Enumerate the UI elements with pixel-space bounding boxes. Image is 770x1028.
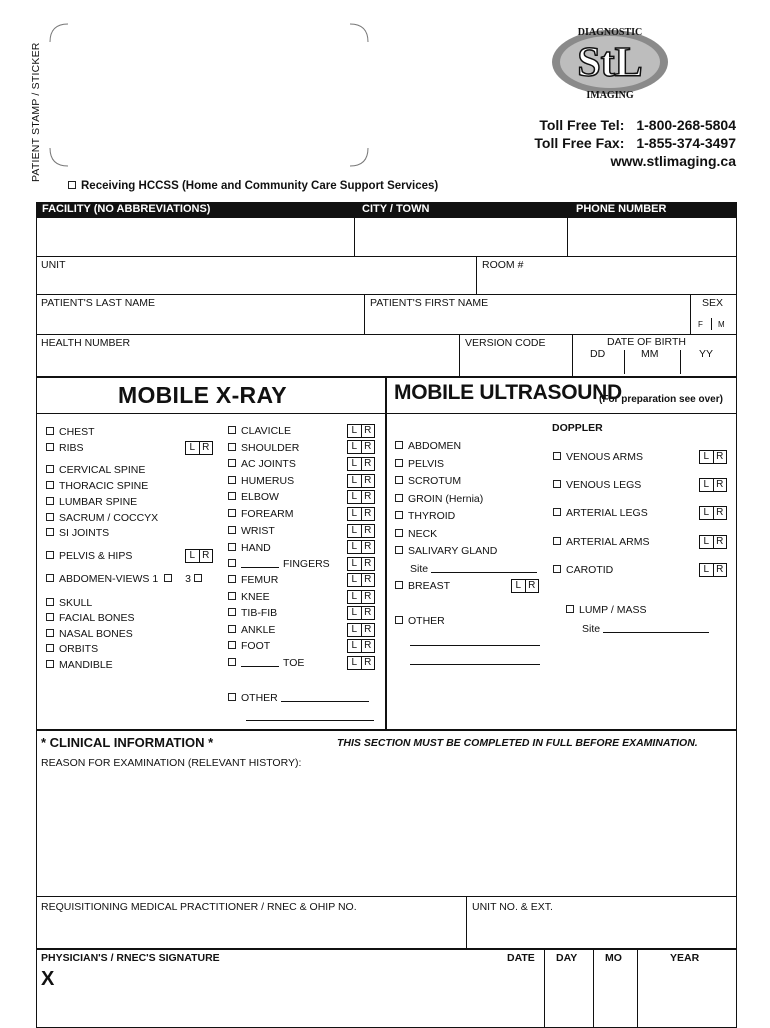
- xray-humerus-option[interactable]: HUMERUS: [228, 475, 294, 487]
- unit-label: UNIT: [41, 259, 66, 271]
- last-name-label: PATIENT'S LAST NAME: [41, 297, 156, 309]
- xray-femur-option[interactable]: FEMUR: [228, 574, 278, 586]
- us-salivary-gland-option[interactable]: SALIVARY GLAND: [395, 545, 497, 557]
- contact-info: [490, 116, 736, 170]
- hccss-option[interactable]: [68, 180, 438, 192]
- doppler-venous-legs-option[interactable]: VENOUS LEGS: [553, 479, 641, 491]
- first-name-input[interactable]: [365, 310, 689, 334]
- year-input[interactable]: [638, 966, 736, 1024]
- forearm-lr-selector[interactable]: L R: [347, 507, 375, 521]
- dob-label: DATE OF BIRTH: [607, 336, 686, 348]
- logo-top-text: DIAGNOSTIC: [577, 27, 643, 38]
- version-code-input[interactable]: [460, 350, 571, 376]
- clinical-info-heading: * CLINICAL INFORMATION *: [41, 735, 214, 750]
- patient-sticker-corners: [46, 22, 372, 168]
- toe-lr-selector[interactable]: L R: [347, 656, 375, 670]
- humerus-lr-selector[interactable]: L R: [347, 474, 375, 488]
- doppler-carotid-option[interactable]: CAROTID: [553, 564, 613, 576]
- doppler-arterial-legs-option[interactable]: ARTERIAL LEGS: [553, 507, 648, 519]
- signature-input[interactable]: [62, 968, 542, 1024]
- us-thyroid-option[interactable]: THYROID: [395, 510, 455, 522]
- xray-skull-option[interactable]: SKULL: [46, 597, 92, 609]
- ultrasound-subtitle: (For preparation see over): [599, 394, 723, 405]
- dob-mm-label: MM: [641, 348, 659, 360]
- xray-tib-fib-option[interactable]: TIB-FIB: [228, 607, 277, 619]
- hand-lr-selector[interactable]: L R: [347, 540, 375, 554]
- pelvis-lr-selector[interactable]: L R: [185, 549, 213, 563]
- clavicle-lr-selector[interactable]: L R: [347, 424, 375, 438]
- date-label: DATE: [507, 952, 535, 964]
- xray-foot-option[interactable]: FOOT: [228, 640, 270, 652]
- doppler-heading: DOPPLER: [552, 422, 603, 434]
- arterial-arms-lr-selector[interactable]: L R: [699, 535, 727, 549]
- xray-ribs-option[interactable]: RIBS: [46, 442, 84, 454]
- tel-value: 1-800-268-5804: [636, 117, 736, 133]
- reason-label: REASON FOR EXAMINATION (RELEVANT HISTORY):: [41, 757, 302, 769]
- carotid-lr-selector[interactable]: L R: [699, 563, 727, 577]
- logo-letters: StL: [577, 40, 643, 86]
- mobile-xray-title: MOBILE X-RAY: [118, 382, 287, 408]
- hccss-label: Receiving HCCSS (Home and Community Care Support Services): [81, 180, 439, 192]
- logo-bottom-text: IMAGING: [586, 90, 634, 100]
- xray-ankle-option[interactable]: ANKLE: [228, 624, 275, 636]
- lump-site-field[interactable]: Site: [582, 623, 709, 635]
- us-other-option[interactable]: OTHER: [395, 615, 445, 627]
- us-scrotum-option[interactable]: SCROTUM: [395, 475, 461, 487]
- doppler-arterial-arms-option[interactable]: ARTERIAL ARMS: [553, 536, 649, 548]
- city-header: CITY / TOWN: [362, 203, 430, 215]
- xray-pelvis-hips-option[interactable]: PELVIS & HIPS: [46, 550, 132, 562]
- facility-input[interactable]: [37, 218, 353, 256]
- breast-lr-selector[interactable]: L R: [511, 579, 539, 593]
- ribs-lr-selector[interactable]: L R: [185, 441, 213, 455]
- xray-thoracic-spine-option[interactable]: THORACIC SPINE: [46, 480, 148, 492]
- us-pelvis-option[interactable]: PELVIS: [395, 458, 444, 470]
- phone-input[interactable]: [568, 218, 736, 256]
- city-input[interactable]: [355, 218, 566, 256]
- xray-forearm-option[interactable]: FOREARM: [228, 508, 294, 520]
- xray-chest-option[interactable]: CHEST: [46, 426, 95, 438]
- patient-sticker-label: PATIENT STAMP / STICKER: [30, 42, 42, 182]
- unit-input[interactable]: [37, 270, 475, 294]
- xray-other-option[interactable]: OTHER: [228, 692, 369, 704]
- day-label: DAY: [556, 952, 578, 964]
- ankle-lr-selector[interactable]: L R: [347, 623, 375, 637]
- knee-lr-selector[interactable]: L R: [347, 590, 375, 604]
- xray-facial-bones-option[interactable]: FACIAL BONES: [46, 612, 134, 624]
- dob-dd-label: DD: [590, 348, 606, 360]
- xray-elbow-option[interactable]: ELBOW: [228, 491, 279, 503]
- xray-ac-joints-option[interactable]: AC JOINTS: [228, 458, 296, 470]
- room-label: ROOM #: [482, 259, 524, 271]
- us-groin-option[interactable]: GROIN (Hernia): [395, 493, 483, 505]
- stl-logo-icon: [540, 20, 680, 100]
- xray-wrist-option[interactable]: WRIST: [228, 525, 275, 537]
- doppler-venous-arms-option[interactable]: VENOUS ARMS: [553, 451, 643, 463]
- femur-lr-selector[interactable]: L R: [347, 573, 375, 587]
- xray-hand-option[interactable]: HAND: [228, 542, 271, 554]
- xray-toe-option[interactable]: TOE: [228, 657, 304, 669]
- signature-x-mark: X: [41, 968, 55, 990]
- xray-nasal-bones-option[interactable]: NASAL BONES: [46, 628, 133, 640]
- xray-si-joints-option[interactable]: SI JOINTS: [46, 527, 109, 539]
- venous-legs-lr-selector[interactable]: L R: [699, 478, 727, 492]
- first-name-label: PATIENT'S FIRST NAME: [370, 297, 489, 309]
- room-input[interactable]: [477, 270, 736, 294]
- signature-label: PHYSICIAN'S / RNEC'S SIGNATURE: [41, 952, 220, 964]
- tib-fib-lr-selector[interactable]: L R: [347, 606, 375, 620]
- lump-mass-option[interactable]: LUMP / MASS: [566, 604, 647, 616]
- xray-clavicle-option[interactable]: CLAVICLE: [228, 425, 291, 437]
- xray-knee-option[interactable]: KNEE: [228, 591, 270, 603]
- xray-fingers-option[interactable]: FINGERS: [228, 558, 330, 570]
- sex-f-option[interactable]: F: [698, 320, 703, 329]
- foot-lr-selector[interactable]: L R: [347, 639, 375, 653]
- xray-orbits-option[interactable]: ORBITS: [46, 643, 98, 655]
- fingers-lr-selector[interactable]: L R: [347, 557, 375, 571]
- sex-m-option[interactable]: M: [718, 320, 725, 329]
- day-input[interactable]: [545, 966, 592, 1024]
- mo-label: MO: [605, 952, 622, 964]
- xray-lumbar-spine-option[interactable]: LUMBAR SPINE: [46, 496, 137, 508]
- mobile-ultrasound-title: MOBILE ULTRASOUND: [394, 381, 622, 404]
- last-name-input[interactable]: [37, 310, 363, 334]
- website-link[interactable]: www.stlimaging.ca: [610, 153, 736, 169]
- version-code-label: VERSION CODE: [465, 337, 546, 349]
- xray-abdomen-views-option[interactable]: ABDOMEN-VIEWS 1 3: [46, 573, 207, 585]
- reason-input[interactable]: [37, 770, 736, 896]
- dob-yy-label: YY: [699, 348, 714, 360]
- arterial-legs-lr-selector[interactable]: L R: [699, 506, 727, 520]
- facility-header: FACILITY (NO ABBREVIATIONS): [42, 203, 211, 215]
- unit-ext-input[interactable]: [467, 914, 736, 948]
- venous-arms-lr-selector[interactable]: L R: [699, 450, 727, 464]
- mo-input[interactable]: [594, 966, 636, 1024]
- wrist-lr-selector[interactable]: L R: [347, 524, 375, 538]
- us-neck-option[interactable]: NECK: [395, 528, 437, 540]
- fax-value: 1-855-374-3497: [636, 135, 736, 151]
- xray-shoulder-option[interactable]: SHOULDER: [228, 442, 299, 454]
- us-breast-option[interactable]: BREAST: [395, 580, 450, 592]
- shoulder-lr-selector[interactable]: L R: [347, 440, 375, 454]
- xray-mandible-option[interactable]: MANDIBLE: [46, 659, 113, 671]
- practitioner-input[interactable]: [37, 914, 465, 948]
- ac-joints-lr-selector[interactable]: L R: [347, 457, 375, 471]
- tel-label: Toll Free Tel:: [539, 117, 625, 133]
- health-number-input[interactable]: [37, 350, 458, 376]
- year-label: YEAR: [670, 952, 700, 964]
- sex-label: SEX: [702, 297, 724, 309]
- us-abdomen-option[interactable]: ABDOMEN: [395, 440, 461, 452]
- health-number-label: HEALTH NUMBER: [41, 337, 131, 349]
- elbow-lr-selector[interactable]: L R: [347, 490, 375, 504]
- phone-header: PHONE NUMBER: [576, 203, 667, 215]
- xray-sacrum-option[interactable]: SACRUM / COCCYX: [46, 512, 158, 524]
- fax-label: Toll Free Fax:: [534, 135, 625, 151]
- unit-ext-label: UNIT NO. & EXT.: [472, 901, 553, 913]
- xray-cervical-spine-option[interactable]: CERVICAL SPINE: [46, 464, 145, 476]
- clinical-required-note: THIS SECTION MUST BE COMPLETED IN FULL BEFORE EXAMINATION.: [337, 737, 698, 749]
- hccss-checkbox[interactable]: [68, 181, 76, 189]
- dob-input[interactable]: [573, 360, 736, 376]
- us-salivary-site-field[interactable]: Site: [410, 563, 537, 575]
- practitioner-label: REQUISITIONING MEDICAL PRACTITIONER / RNEC & OHIP NO.: [41, 901, 357, 913]
- facility-header-bar: [36, 202, 737, 218]
